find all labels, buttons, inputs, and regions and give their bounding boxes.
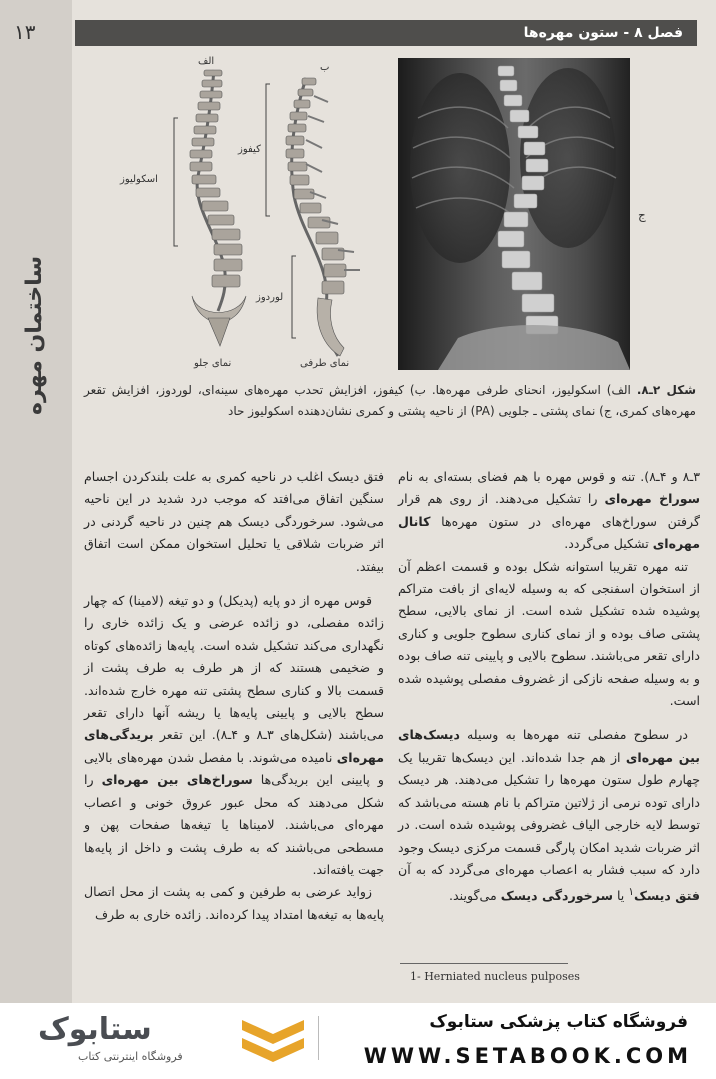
label-side-view: نمای طرفی — [300, 358, 350, 369]
xray-illustration — [398, 58, 630, 370]
text-run: را تشکیل می‌دهند. از روی هم قرار گرفتن سوراخ‌های مهره‌ای در ستون مهره‌ها — [398, 491, 700, 529]
label-kyphosis: کیفوز — [238, 144, 261, 155]
paragraph — [84, 590, 384, 881]
label-lordosis: لوردوز — [256, 292, 284, 303]
left-text-column — [84, 466, 384, 926]
paragraph — [398, 724, 700, 907]
paragraph — [398, 466, 700, 556]
page-number: ۱۳ — [14, 20, 36, 44]
bold-term: فتق دیسک — [633, 888, 700, 904]
text-run: نامیده می‌شوند. با مفصل شدن مهره‌های بالایی و پایینی این بریدگی‌ها — [84, 749, 385, 788]
text-run: تشکیل می‌گردد. — [564, 536, 653, 552]
bold-term: سوراخ‌های بین مهره‌ای — [101, 772, 253, 788]
caption-text: الف) اسکولیوز، انحنای طرفی مهره‌ها. ب) کیفوز، افزایش تحدب مهره‌های سینه‌ای، لوردوز، افزایش تقعر مهره‌های کمری، ج) نمای پشتی ـ جلویی (PA) از ناحیه پشتی و کمری نشان‌دهنده اسکولیوز حاد — [84, 383, 696, 418]
label-jim: ج — [638, 208, 646, 222]
footnote-divider — [400, 963, 568, 964]
label-scoliosis: اسکولیوز — [120, 174, 158, 185]
front-view-spine — [190, 70, 246, 346]
bold-term: بریدگی‌های مهره‌ای — [84, 727, 384, 765]
chevron-logo-icon — [238, 1014, 308, 1070]
bold-term: سرخوردگی دیسک — [500, 888, 613, 904]
bold-term: سوراخ مهره‌ای — [604, 491, 700, 507]
label-front-view: نمای جلو — [194, 358, 232, 369]
side-title-text: ساختمان مهره — [21, 255, 47, 415]
bold-term: دیسک‌های بین مهره‌ای — [398, 727, 700, 765]
store-logo-subtitle: فروشگاه اینترنتی کتاب — [78, 1050, 183, 1063]
text-run: در سطوح مفصلی تنه مهره‌ها به وسیله — [459, 727, 688, 743]
side-section-title — [10, 255, 58, 415]
caption-label: شکل ۲ـ۸. — [636, 383, 696, 397]
banner-divider — [318, 1016, 319, 1060]
label-alef: الف — [198, 56, 215, 67]
paragraph: تنه مهره تقریبا استوانه شکل بوده و قسمت اعظم آن از استخوان اسفنجی که به وسیله لایه‌ای از بافت متراکم پوشیده شده تشکیل شده است. از نمای بالایی، سطح پشتی صاف بوده و از نمای کناری سطوح جلویی و کناری دارای تقعر می‌باشند. سطوح بالایی و پایینی تنه صاف بوده و به وسیله صفحه نازکی از غضروف مفصلی پوشیده شده است. — [398, 558, 700, 709]
chapter-header: فصل ۸ - ستون مهره‌ها — [75, 20, 697, 46]
store-logo[interactable]: ستابوک — [38, 1012, 152, 1047]
text-run: قوس مهره از دو پایه (پدیکل) و دو تیغه (لامینا) که چهار زائده مفصلی، دو زائده عرضی و یک زائده خاری را نگهداری می‌کند تشکیل شده است. پایه‌ها زائده‌های کوتاه و ضخیمی هستند که از هر طرف به طرف پشت از قسمت بالا و کناری سطح پشتی تنه مهره خارج شده‌اند. سطح بالایی و پایینی پایه‌ها یا ریشه آنها دارای تقعر می‌باشند (شکل‌های ۳ـ۸ و ۴ـ۸). این تقعر — [84, 593, 384, 743]
footnote-ref: ۱ — [628, 886, 634, 899]
spine-illustration — [118, 56, 378, 376]
right-text-column — [398, 466, 700, 908]
text-run: را شکل می‌دهند که محل عبور عروق خونی و اعصاب مهره‌ای می‌باشند. لامیناها یا تیغه‌ها صفحات پهن و مسطحی می‌باشند که به طرف پشت و داخل از پایه‌ها جهت یافته‌اند. — [84, 772, 384, 877]
text-run: یا — [612, 888, 629, 904]
text-run: از هم جدا شده‌اند. این دیسک‌ها تقریبا یک چهارم طول ستون مهره‌ها را تشکیل می‌دهند. هر دیسک دارای توده نرمی از ژلاتین متراکم با نام هسته می‌باشد که توسط لایه خارجی الیاف غضروفی پوشیده شده است. در اثر ضربات شدید امکان پارگی قسمت مرکزی دیسک وجود دارد که سبب فشار به اعصاب مهره‌ای می‌گردد که به آن — [398, 749, 700, 877]
label-be: ب — [320, 62, 330, 73]
paragraph: فتق دیسک اغلب در ناحیه کمری به علت بلندکردن اجسام سنگین اتفاق می‌افتد که موجب درد شدید در این ناحیه می‌شود. سرخوردگی دیسک هم چنین در ناحیه گردنی در اثر ضربات شلاقی یا تحلیل استخوان ممکن است اتفاق بیفتد. — [84, 469, 384, 574]
xray-image — [398, 58, 630, 370]
footnote: 1- Herniated nucleus pulposes — [410, 970, 580, 983]
text-run: ۳ـ۸ و ۴ـ۸). تنه و قوس مهره با هم فضای بسته‌ای به نام — [398, 469, 700, 484]
spine-diagrams — [118, 56, 378, 376]
side-view-spine — [286, 78, 360, 356]
store-url-link[interactable]: WWW.SETABOOK.COM — [363, 1044, 692, 1068]
bold-term: کانال مهره‌ای — [398, 513, 700, 552]
paragraph: زوايد عرضی به طرفین و کمی به پشت از محل اتصال پایه‌ها به تیغه‌ها امتداد پیدا کرده‌اند. زائده خاری به طرف — [84, 884, 384, 922]
store-name: فروشگاه کتاب پزشکی ستابوک — [429, 1012, 688, 1032]
page-gutter — [0, 0, 72, 1003]
text-run: می‌گویند. — [449, 888, 501, 904]
figure-caption — [84, 380, 696, 422]
